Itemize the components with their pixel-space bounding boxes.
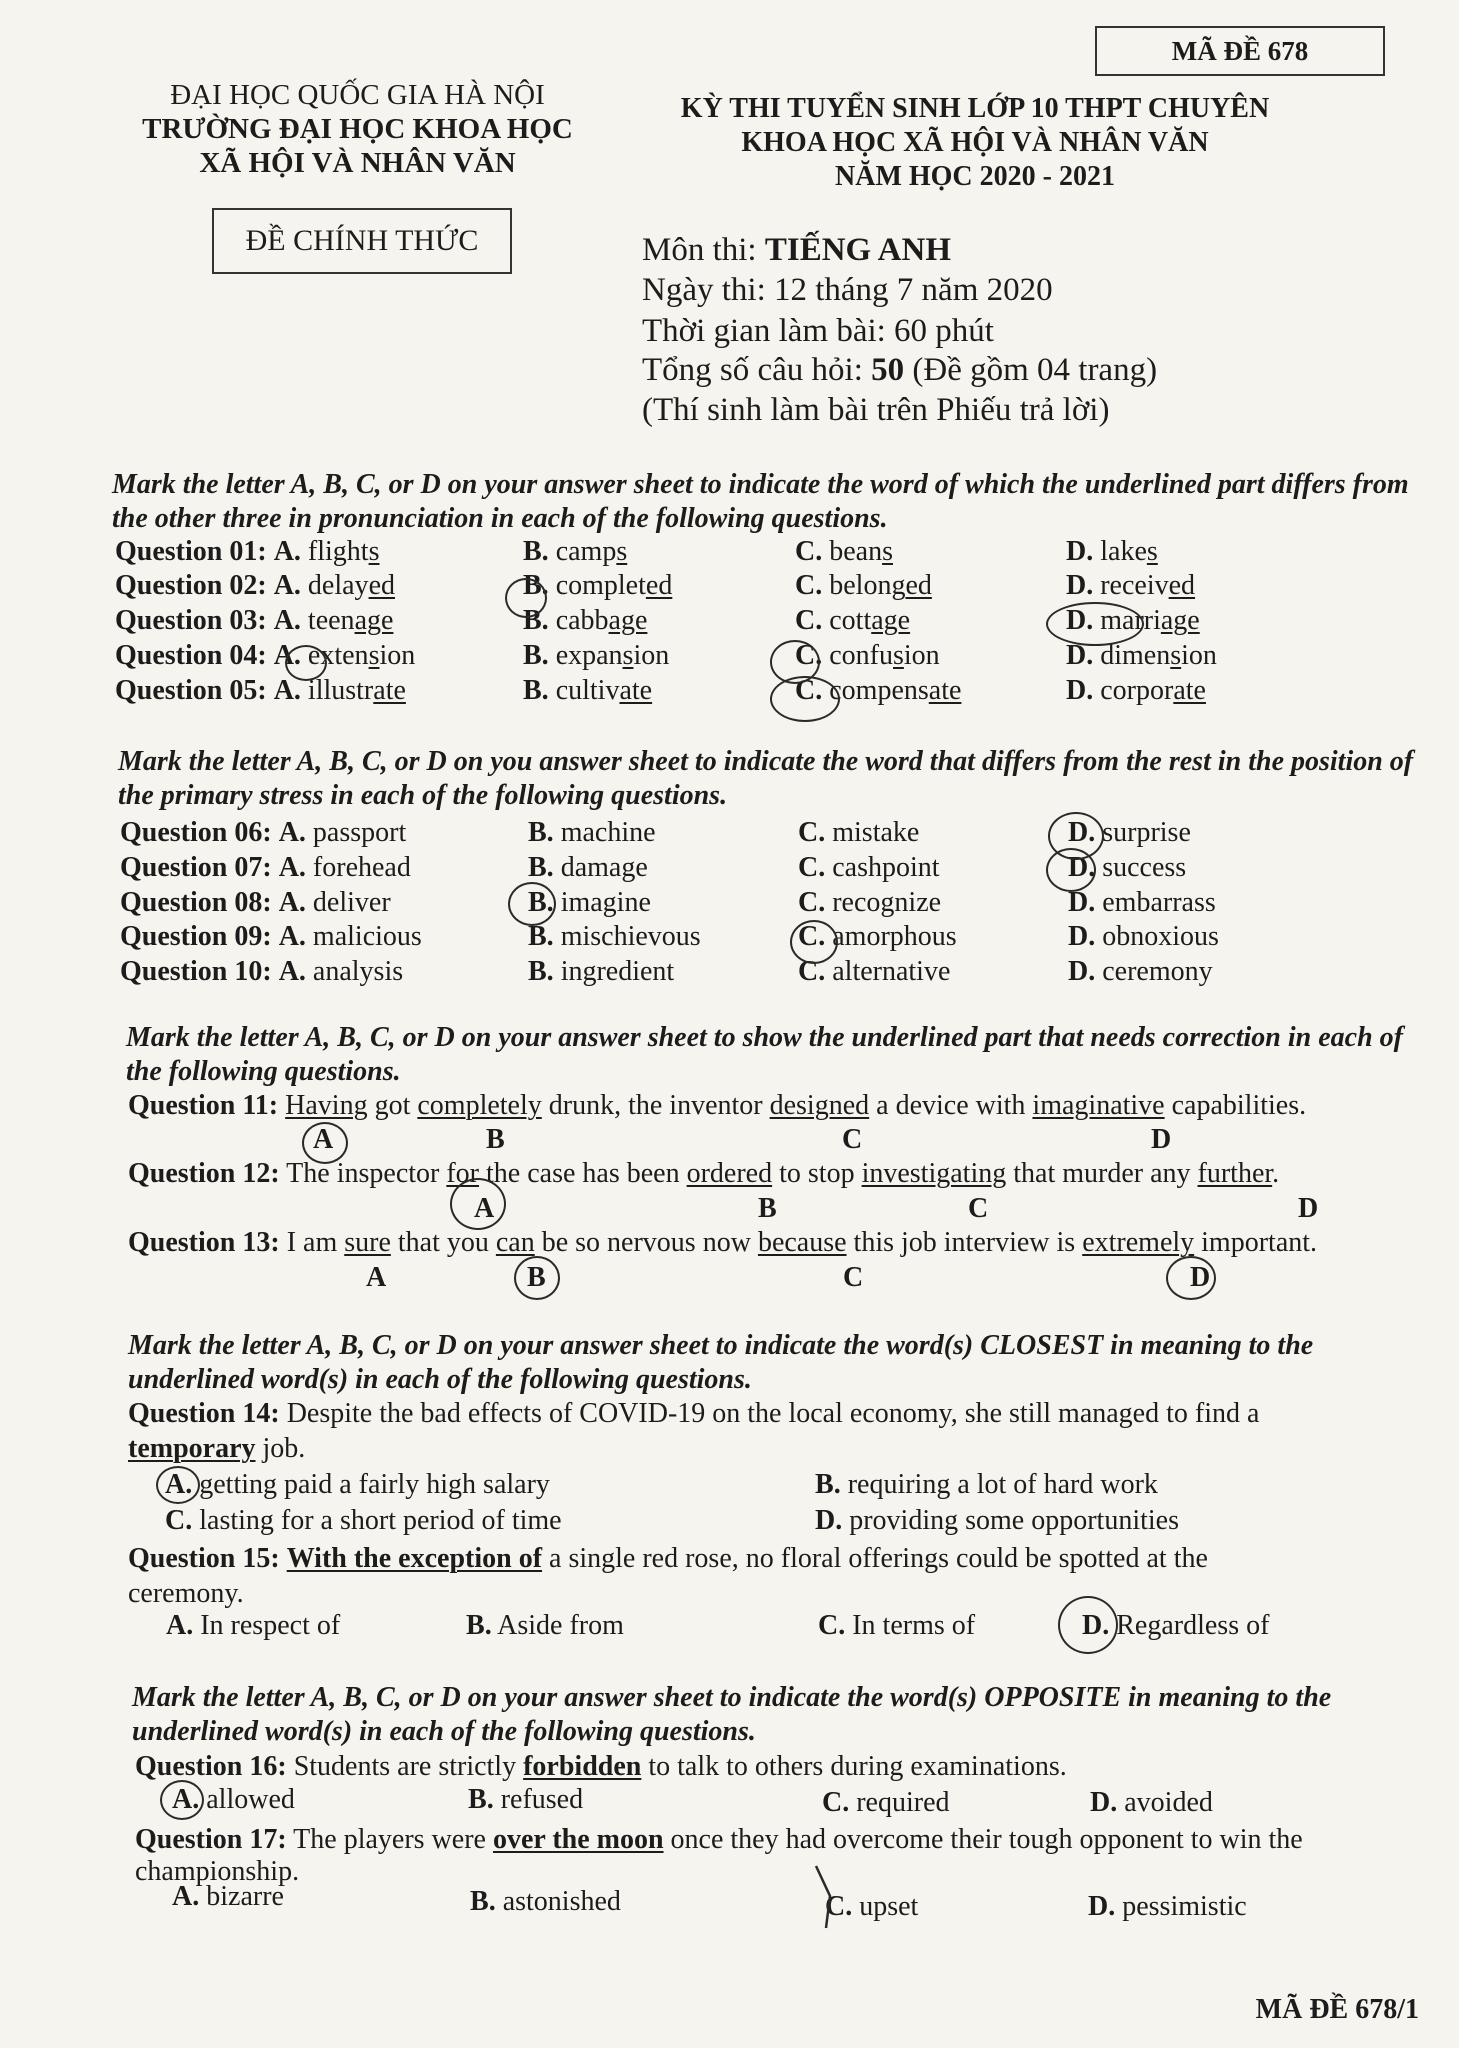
q12-letter-c[interactable]: C xyxy=(968,1193,989,1224)
official-exam-box: ĐỀ CHÍNH THỨC xyxy=(212,208,512,274)
subject-label: Môn thi: xyxy=(642,232,765,268)
question-3-option-c[interactable]: C. cottage xyxy=(795,605,911,636)
question-count-line: Tổng số câu hỏi: 50 (Đề gồm 04 trang) xyxy=(642,352,1158,388)
q14-option-b[interactable]: B. requiring a lot of hard work xyxy=(815,1469,1158,1500)
question-5-option-b[interactable]: B. cultivate xyxy=(523,675,653,706)
question-6-option-d[interactable]: D. surprise xyxy=(1068,817,1191,848)
q15-option-a[interactable]: A. In respect of xyxy=(166,1610,341,1641)
q11-letter-d[interactable]: D xyxy=(1151,1124,1172,1155)
question-13: Question 13: I am sure that you can be so nervous now because this job interview is extremely important. xyxy=(128,1227,1318,1258)
question-4-option-d[interactable]: D. dimension xyxy=(1066,640,1217,671)
question-label: Question 03: xyxy=(115,605,267,636)
question-8-option-a[interactable]: Question 08: A. deliver xyxy=(120,887,391,918)
question-14-cont: temporary job. xyxy=(128,1433,306,1464)
question-11: Question 11: Having got completely drunk, the inventor designed a device with imaginative capabilities. xyxy=(128,1090,1307,1121)
question-15-cont: ceremony. xyxy=(128,1578,244,1609)
exam-title-line-3: NĂM HỌC 2020 - 2021 xyxy=(835,161,1115,192)
exam-title-line-2: KHOA HỌC XÃ HỘI VÀ NHÂN VĂN xyxy=(741,127,1209,158)
question-10-option-d[interactable]: D. ceremony xyxy=(1068,956,1213,987)
question-1-option-b[interactable]: B. camps xyxy=(523,536,628,567)
question-1-option-d[interactable]: D. lakes xyxy=(1066,536,1158,567)
question-5-option-c[interactable]: C. compensate xyxy=(795,675,962,706)
university-line-1: ĐẠI HỌC QUỐC GIA HÀ NỘI xyxy=(170,79,545,111)
q13-letter-c[interactable]: C xyxy=(843,1262,864,1293)
question-3-option-a[interactable]: Question 03: A. teenage xyxy=(115,605,394,636)
question-4-option-b[interactable]: B. expansion xyxy=(523,640,670,671)
question-10-option-b[interactable]: B. ingredient xyxy=(528,956,675,987)
question-6-option-c[interactable]: C. mistake xyxy=(798,817,920,848)
question-6-option-a[interactable]: Question 06: A. passport xyxy=(120,817,407,848)
q13-letter-b[interactable]: B xyxy=(527,1262,546,1293)
q16-option-c[interactable]: C. required xyxy=(822,1787,950,1818)
q12-letter-a[interactable]: A xyxy=(474,1193,495,1224)
q13-letter-d[interactable]: D xyxy=(1190,1262,1211,1293)
q14-option-c[interactable]: C. lasting for a short period of time xyxy=(165,1505,562,1536)
exam-date: Ngày thi: 12 tháng 7 năm 2020 xyxy=(642,272,1053,308)
question-3-option-b[interactable]: B. cabbage xyxy=(523,605,648,636)
question-9-option-d[interactable]: D. obnoxious xyxy=(1068,921,1219,952)
exam-title-line-1: KỲ THI TUYỂN SINH LỚP 10 THPT CHUYÊN xyxy=(680,93,1270,124)
question-1-option-c[interactable]: C. beans xyxy=(795,536,893,567)
question-5-option-d[interactable]: D. corporate xyxy=(1066,675,1206,706)
subject-name: TIẾNG ANH xyxy=(764,232,951,268)
q17-handwritten-tick xyxy=(812,1862,852,1932)
question-4-option-c[interactable]: C. confusion xyxy=(795,640,940,671)
question-9-option-b[interactable]: B. mischievous xyxy=(528,921,701,952)
q17-option-c[interactable]: C. upset xyxy=(825,1891,919,1922)
q14-option-a[interactable]: A. getting paid a fairly high salary xyxy=(165,1469,550,1500)
q16-option-b[interactable]: B. refused xyxy=(468,1784,584,1815)
q15-option-c[interactable]: C. In terms of xyxy=(818,1610,976,1641)
question-2-option-b[interactable]: B. completed xyxy=(523,570,673,601)
section-1-instruction: Mark the letter A, B, C, or D on your answer sheet to indicate the word of which the underlined part differs from the other three in pronunciation in each of the following questions. xyxy=(112,469,1409,534)
question-2-option-c[interactable]: C. belonged xyxy=(795,570,932,601)
question-label: Question 01: xyxy=(115,536,267,567)
q16-option-a[interactable]: A. allowed xyxy=(172,1784,295,1815)
question-label: Question 04: xyxy=(115,640,267,671)
section-4-instruction: Mark the letter A, B, C, or D on your answer sheet to indicate the word(s) CLOSEST in meaning to the underlined word(s) in each of the following questions. xyxy=(128,1330,1314,1395)
q15-option-b[interactable]: B. Aside from xyxy=(466,1610,624,1641)
question-8-option-c[interactable]: C. recognize xyxy=(798,887,942,918)
question-17-cont: championship. xyxy=(135,1856,300,1887)
q11-letter-c[interactable]: C xyxy=(842,1124,863,1155)
question-7-option-c[interactable]: C. cashpoint xyxy=(798,852,940,883)
question-10-option-a[interactable]: Question 10: A. analysis xyxy=(120,956,404,987)
question-2-option-a[interactable]: Question 02: A. delayed xyxy=(115,570,395,601)
question-4-option-a[interactable]: Question 04: A. extension xyxy=(115,640,416,671)
q17-option-d[interactable]: D. pessimistic xyxy=(1088,1891,1247,1922)
question-label: Question 02: xyxy=(115,570,267,601)
section-2-instruction: Mark the letter A, B, C, or D on you answer sheet to indicate the word that differs from the rest in the position of the primary stress in each of the following questions. xyxy=(118,746,1414,811)
q17-option-b[interactable]: B. astonished xyxy=(470,1886,621,1917)
question-label: Question 05: xyxy=(115,675,267,706)
question-3-option-d[interactable]: D. marriage xyxy=(1066,605,1200,636)
section-5-instruction: Mark the letter A, B, C, or D on your answer sheet to indicate the word(s) OPPOSITE in meaning to the underlined word(s) in each of the following questions. xyxy=(132,1682,1332,1747)
page-footer-code: MÃ ĐỀ 678/1 xyxy=(1255,1994,1419,2025)
question-9-option-a[interactable]: Question 09: A. malicious xyxy=(120,921,422,952)
question-15: Question 15: With the exception of a single red rose, no floral offerings could be spotted at the xyxy=(128,1543,1208,1574)
q13-letter-a[interactable]: A xyxy=(366,1262,387,1293)
exam-code-box: MÃ ĐỀ 678 xyxy=(1095,26,1385,76)
question-7-option-b[interactable]: B. damage xyxy=(528,852,648,883)
question-7-option-d[interactable]: D. success xyxy=(1068,852,1187,883)
exam-duration: Thời gian làm bài: 60 phút xyxy=(642,313,994,349)
q11-letter-a[interactable]: A xyxy=(313,1124,334,1155)
q16-option-d[interactable]: D. avoided xyxy=(1090,1787,1213,1818)
question-10-option-c[interactable]: C. alternative xyxy=(798,956,951,987)
university-line-2: TRƯỜNG ĐẠI HỌC KHOA HỌC xyxy=(142,113,573,145)
q14-option-d[interactable]: D. providing some opportunities xyxy=(815,1505,1179,1536)
question-1-option-a[interactable]: Question 01: A. flights xyxy=(115,536,380,567)
section-3-instruction: Mark the letter A, B, C, or D on your answer sheet to show the underlined part that needs correction in each of the following questions. xyxy=(126,1022,1403,1087)
university-line-3: XÃ HỘI VÀ NHÂN VĂN xyxy=(199,147,516,179)
question-9-option-c[interactable]: C. amorphous xyxy=(798,921,957,952)
q15-option-d[interactable]: D. Regardless of xyxy=(1082,1610,1270,1641)
subject-line xyxy=(642,230,951,270)
question-5-option-a[interactable]: Question 05: A. illustrate xyxy=(115,675,406,706)
q12-letter-d[interactable]: D xyxy=(1298,1193,1319,1224)
question-16: Question 16: Students are strictly forbidden to talk to others during examinations. xyxy=(135,1751,1067,1782)
question-8-option-d[interactable]: D. embarrass xyxy=(1068,887,1216,918)
question-7-option-a[interactable]: Question 07: A. forehead xyxy=(120,852,411,883)
question-12: Question 12: The inspector for the case has been ordered to stop investigating that murder any further. xyxy=(128,1158,1280,1189)
q11-letter-b[interactable]: B xyxy=(486,1124,505,1155)
question-2-option-d[interactable]: D. received xyxy=(1066,570,1196,601)
q12-letter-b[interactable]: B xyxy=(758,1193,777,1224)
question-14: Question 14: Despite the bad effects of COVID-19 on the local economy, she still managed to find a xyxy=(128,1398,1260,1429)
answer-sheet-note: (Thí sinh làm bài trên Phiếu trả lời) xyxy=(642,392,1110,428)
question-8-option-b[interactable]: B. imagine xyxy=(528,887,651,918)
question-6-option-b[interactable]: B. machine xyxy=(528,817,656,848)
question-17: Question 17: The players were over the moon once they had overcome their tough opponent to win the xyxy=(135,1824,1303,1855)
q17-option-a[interactable]: A. bizarre xyxy=(172,1881,284,1912)
